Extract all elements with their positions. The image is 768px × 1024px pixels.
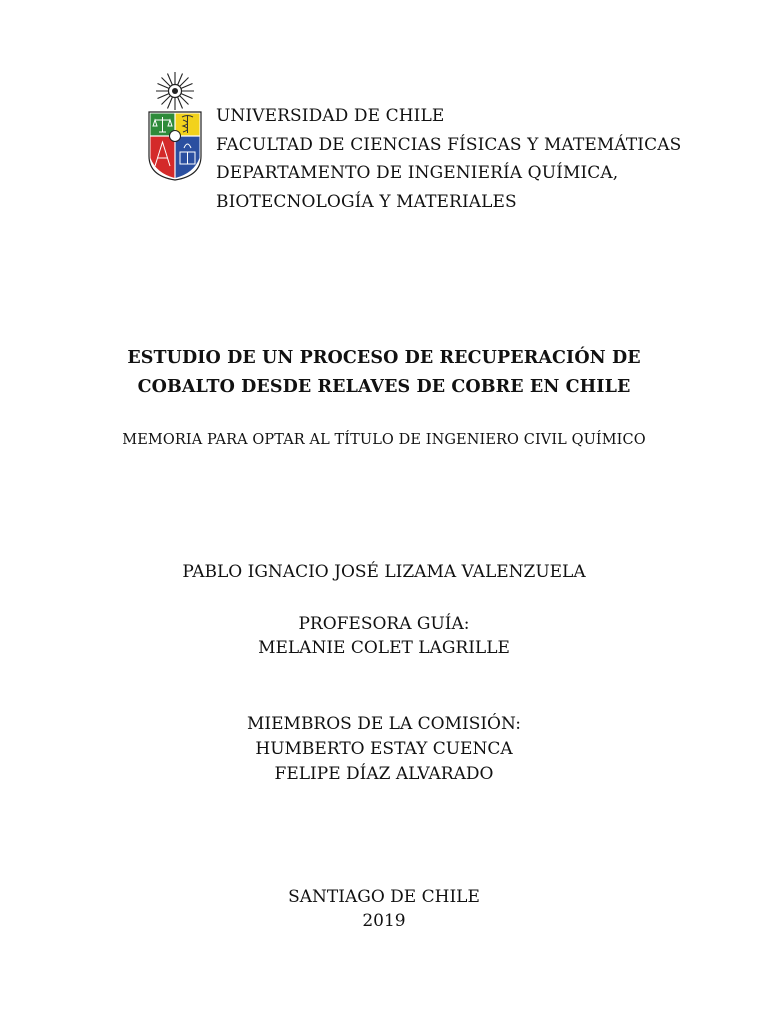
city: SANTIAGO DE CHILE [288, 887, 480, 907]
institution-lines [216, 102, 681, 216]
thesis-title [0, 344, 768, 402]
advisor-block [0, 612, 768, 660]
committee-member: FELIPE DÍAZ ALVARADO [274, 764, 494, 784]
author-name: PABLO IGNACIO JOSÉ LIZAMA VALENZUELA [182, 562, 586, 582]
place-date-block [0, 885, 768, 933]
degree-statement: MEMORIA PARA OPTAR AL TÍTULO DE INGENIERO CIVIL QUÍMICO [122, 432, 646, 448]
faculty-name: FACULTAD DE CIENCIAS FÍSICAS Y MATEMÁTICAS [216, 134, 682, 155]
thesis-title-line2: COBALTO DESDE RELAVES DE COBRE EN CHILE [137, 377, 631, 397]
institution-header [146, 70, 706, 220]
committee-member: HUMBERTO ESTAY CUENCA [255, 739, 513, 759]
committee-block [0, 712, 768, 787]
university-name: UNIVERSIDAD DE CHILE [216, 106, 445, 126]
university-crest-icon [146, 70, 204, 182]
thesis-title-line1: ESTUDIO DE UN PROCESO DE RECUPERACIÓN DE [127, 348, 641, 368]
department-name-line2: BIOTECNOLOGÍA Y MATERIALES [216, 191, 517, 212]
advisor-label: PROFESORA GUÍA: [298, 614, 470, 634]
department-name-line1: DEPARTAMENTO DE INGENIERÍA QUÍMICA, [216, 163, 619, 183]
committee-label: MIEMBROS DE LA COMISIÓN: [247, 714, 521, 734]
advisor-name: MELANIE COLET LAGRILLE [258, 638, 510, 658]
year: 2019 [362, 911, 406, 931]
